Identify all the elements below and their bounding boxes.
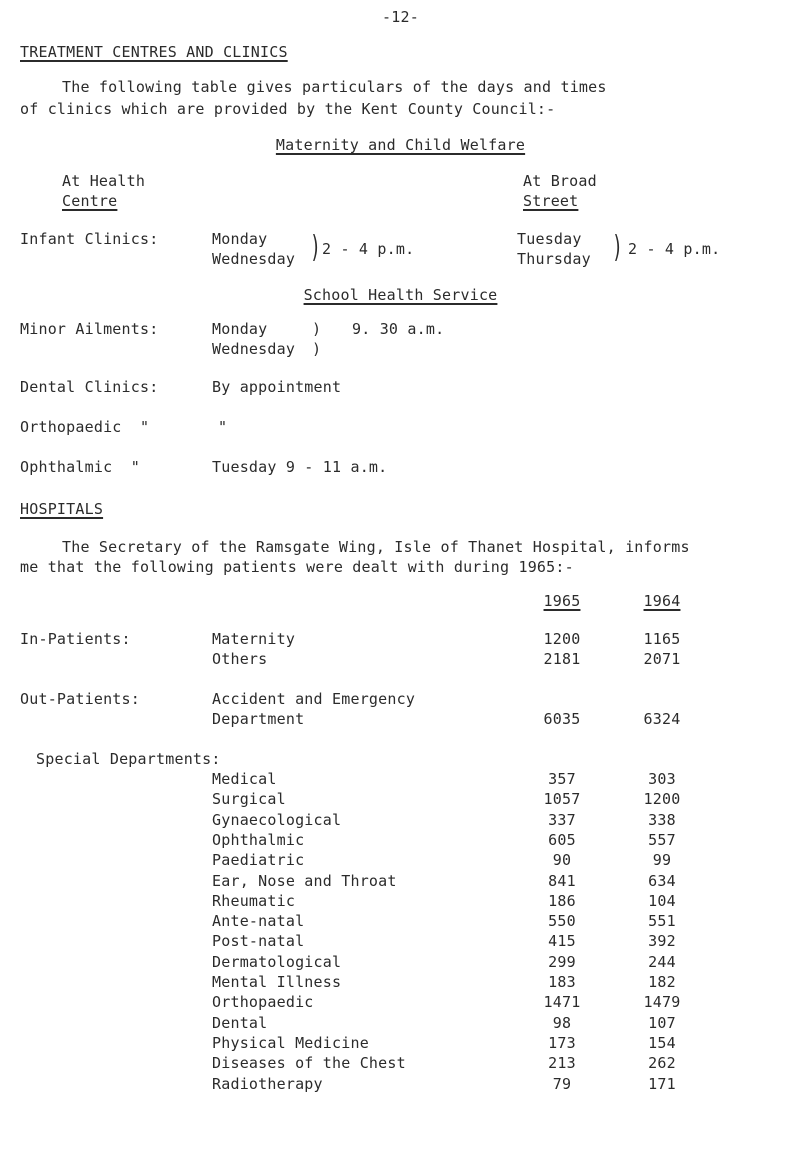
orthopaedic-clinics-label: Orthopaedic " xyxy=(20,418,150,436)
table-row-1964-value: 99 xyxy=(652,851,672,870)
table-row-label: Others xyxy=(212,650,268,668)
table-row-1964-value: 557 xyxy=(648,830,676,849)
table-row-1965-value: 299 xyxy=(548,952,576,971)
table-row-label: Diseases of the Chest xyxy=(212,1054,406,1073)
table-row-1965-value: 98 xyxy=(552,1013,572,1032)
broad-street-time: 2 - 4 p.m. xyxy=(628,240,721,258)
table-row-1965-value: 2181 xyxy=(543,650,581,668)
health-centre-time: 2 - 4 p.m. xyxy=(322,240,415,258)
broad-street-heading-2: Street xyxy=(523,192,579,210)
minor-ailments-bracket-2: ) xyxy=(312,340,322,358)
table-row-label: Medical xyxy=(212,770,277,788)
infant-clinics-label: Infant Clinics: xyxy=(20,230,159,248)
table-row-1965-value: 1471 xyxy=(543,993,581,1012)
hospitals-heading: HOSPITALS xyxy=(20,500,104,518)
table-row-1964-value: 171 xyxy=(648,1074,676,1093)
ophthalmic-clinics-label: Ophthalmic " xyxy=(20,458,140,476)
page-number: -12- xyxy=(382,8,419,26)
table-row-1965-value: 173 xyxy=(548,1033,576,1052)
table-row-label: Ear, Nose and Throat xyxy=(212,871,397,890)
table-row-label: Physical Medicine xyxy=(212,1033,369,1052)
health-centre-heading-2: Centre xyxy=(62,192,118,210)
table-row-1964-value: 244 xyxy=(648,952,676,971)
in-patients-label: In-Patients: xyxy=(20,630,131,648)
table-row-1964-value: 338 xyxy=(648,810,676,829)
table-row-label: Dermatological xyxy=(212,952,342,971)
intro-line-2: of clinics which are provided by the Kent County Council:- xyxy=(20,100,556,118)
health-centre-heading-1: At Health xyxy=(62,172,146,190)
page-heading: TREATMENT CENTRES AND CLINICS xyxy=(20,43,288,61)
broad-street-day-1: Tuesday xyxy=(517,230,582,248)
minor-ailments-day-2: Wednesday xyxy=(212,340,296,358)
hospitals-text-line-2: me that the following patients were dealt with during 1965:- xyxy=(20,558,574,576)
table-row-1964-value: 107 xyxy=(648,1013,676,1032)
table-row-1964-value: 303 xyxy=(648,770,676,788)
accident-emergency-1964: 6324 xyxy=(643,710,681,728)
table-row-label: Post-natal xyxy=(212,932,305,951)
table-row-1964-value: 551 xyxy=(648,912,676,931)
table-row-label: Dental xyxy=(212,1013,268,1032)
table-row-1964-value: 392 xyxy=(648,932,676,951)
accident-emergency-1965: 6035 xyxy=(543,710,581,728)
dental-clinics-value: By appointment xyxy=(212,378,342,396)
table-row-1964-value: 1479 xyxy=(643,993,681,1012)
table-row-1964-value: 104 xyxy=(648,891,676,910)
year-1965-header: 1965 xyxy=(543,592,581,610)
table-row-1965-value: 186 xyxy=(548,891,576,910)
table-row-1965-value: 550 xyxy=(548,912,576,931)
maternity-title: Maternity and Child Welfare xyxy=(275,136,526,154)
table-row-1965-value: 605 xyxy=(548,830,576,849)
minor-ailments-label: Minor Ailments: xyxy=(20,320,159,338)
table-row-1964-value: 634 xyxy=(648,871,676,890)
table-row-label: Mental Illness xyxy=(212,973,342,991)
year-1964-header: 1964 xyxy=(643,592,681,610)
minor-ailments-time: 9. 30 a.m. xyxy=(352,320,445,338)
ophthalmic-clinics-value: Tuesday 9 - 11 a.m. xyxy=(212,458,388,476)
table-row-1964-value: 182 xyxy=(648,973,676,991)
minor-ailments-day-1: Monday xyxy=(212,320,268,338)
table-row-1964-value: 1165 xyxy=(643,630,681,648)
table-row-1965-value: 79 xyxy=(552,1074,572,1093)
table-row-1965-value: 183 xyxy=(548,973,576,991)
table-row-label: Paediatric xyxy=(212,851,305,870)
table-row-1965-value: 415 xyxy=(548,932,576,951)
table-row-1965-value: 1200 xyxy=(543,630,581,648)
broad-street-day-2: Thursday xyxy=(517,250,591,268)
table-row-1964-value: 262 xyxy=(648,1054,676,1073)
table-row-label: Gynaecological xyxy=(212,810,342,829)
health-centre-day-2: Wednesday xyxy=(212,250,296,268)
intro-line-1: The following table gives particulars of the days and times xyxy=(62,78,607,96)
minor-ailments-bracket-1: ) xyxy=(312,320,322,338)
table-row-1965-value: 1057 xyxy=(543,790,581,809)
hospitals-text-line-1: The Secretary of the Ramsgate Wing, Isle of Thanet Hospital, informs xyxy=(62,538,690,556)
out-patients-label: Out-Patients: xyxy=(20,690,140,708)
table-row-label: Maternity xyxy=(212,630,296,648)
table-row-1965-value: 841 xyxy=(548,871,576,890)
table-row-1964-value: 1200 xyxy=(643,790,681,809)
table-row-1965-value: 213 xyxy=(548,1054,576,1073)
school-health-title: School Health Service xyxy=(303,286,498,304)
accident-emergency-label-2: Department xyxy=(212,710,305,728)
table-row-label: Rheumatic xyxy=(212,891,296,910)
special-departments-label: Special Departments: xyxy=(36,750,221,768)
table-row-label: Surgical xyxy=(212,790,286,809)
table-row-label: Ophthalmic xyxy=(212,830,305,849)
broad-street-bracket: ) xyxy=(612,230,623,265)
broad-street-heading-1: At Broad xyxy=(523,172,597,190)
table-row-1965-value: 90 xyxy=(552,851,572,870)
accident-emergency-label-1: Accident and Emergency xyxy=(212,690,416,708)
table-row-1964-value: 154 xyxy=(648,1033,676,1052)
health-centre-day-1: Monday xyxy=(212,230,268,248)
health-centre-bracket: ) xyxy=(310,230,321,265)
table-row-label: Radiotherapy xyxy=(212,1074,323,1093)
orthopaedic-clinics-value: " xyxy=(218,418,228,436)
table-row-1965-value: 357 xyxy=(548,770,576,788)
table-row-1965-value: 337 xyxy=(548,810,576,829)
dental-clinics-label: Dental Clinics: xyxy=(20,378,159,396)
table-row-label: Ante-natal xyxy=(212,912,305,931)
table-row-1964-value: 2071 xyxy=(643,650,681,668)
table-row-label: Orthopaedic xyxy=(212,993,314,1012)
